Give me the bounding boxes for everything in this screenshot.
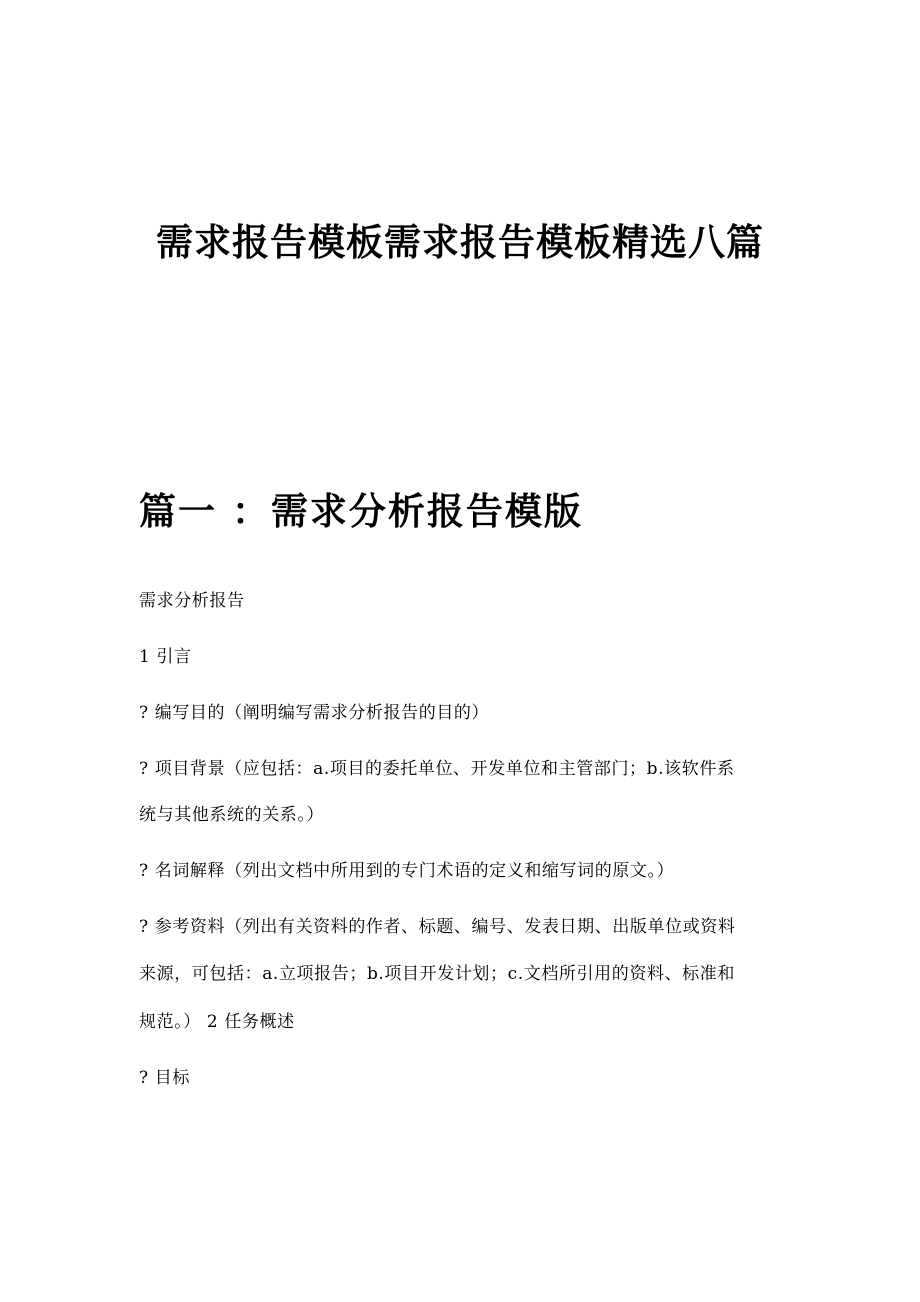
body-line-background-1: ? 项目背景（应包括：a.项目的委托单位、开发单位和主管部门；b.该软件系 (139, 759, 735, 779)
body-line-glossary: ? 名词解释（列出文档中所用到的专门术语的定义和缩写词的原文。） (139, 861, 675, 881)
body-line-references-3: 规范。） 2 任务概述 (139, 1012, 295, 1032)
body-line-report-title: 需求分析报告 (139, 591, 245, 611)
section-heading: 篇一 ：需求分析报告模版 (139, 489, 583, 533)
body-line-references-2: 来源，可包括：a.立项报告；b.项目开发计划；c.文档所引用的资料、标准和 (139, 964, 735, 984)
document-title: 需求报告模板需求报告模板精选八篇 (156, 220, 764, 264)
body-line-introduction: 1 引言 (139, 647, 192, 667)
body-line-references-1: ? 参考资料（列出有关资料的作者、标题、编号、发表日期、出版单位或资料 (139, 917, 736, 937)
body-line-purpose: ? 编写目的（阐明编写需求分析报告的目的） (139, 703, 490, 723)
body-line-background-2: 统与其他系统的关系。） (139, 805, 325, 825)
body-line-goal: ? 目标 (139, 1068, 190, 1088)
